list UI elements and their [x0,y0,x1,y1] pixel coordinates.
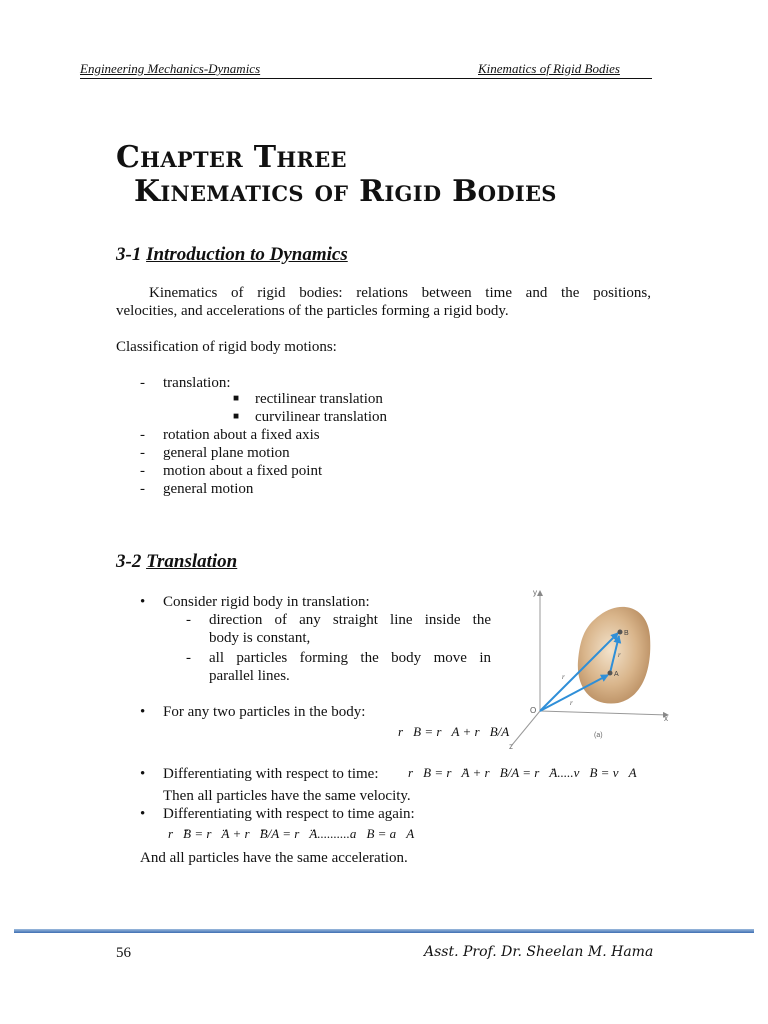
list-dash: - [140,375,145,391]
x-axis-label: x [664,714,668,723]
list-dash: - [140,427,145,443]
section-title: Introduction to Dynamics [146,244,348,265]
equation-acceleration: r⃗̈B = r⃗̈A + r⃗̈B/A = r⃗̈A..........a⃗B = a⃗A [168,826,415,841]
point-a [608,671,613,676]
z-axis [512,711,540,745]
bullet-icon: • [140,766,146,782]
vector-rba-label: r [618,651,621,659]
sub-item-line: all particles forming the body move in [209,650,491,666]
point-b-label: B [624,630,629,637]
point-b [618,630,623,635]
vector-ra-label: r [570,699,573,707]
rigid-body-translation-figure [500,585,672,750]
bullet-text: Consider rigid body in translation: [163,594,370,610]
z-axis-label: z [509,742,513,750]
list-dash: - [140,481,145,497]
section-title: Translation [146,551,238,572]
vector-rb-label: r [562,673,565,681]
sub-item-line: direction of any straight line inside the [209,612,491,628]
header-right: Kinematics of Rigid Bodies [478,61,620,76]
bullet-text: For any two particles in the body: [163,704,366,720]
section-number: 3-2 [116,551,142,572]
bullet-icon: • [140,806,146,822]
equation-velocity: r⃗̇B = r⃗̇A + r⃗̇B/A = r⃗̇A.....v⃗B = v⃗A [408,765,637,780]
bullet-icon: • [140,704,146,720]
list-dash: - [186,650,191,666]
velocity-conclusion: Then all particles have the same velocity. [163,788,411,804]
acceleration-conclusion: And all particles have the same acceleration. [140,850,408,866]
list-item: rotation about a fixed axis [163,427,320,443]
classification-label: Classification of rigid body motions: [116,339,337,355]
equation-position: r⃗B = r⃗A + r⃗B/A [398,724,510,739]
list-item: general motion [163,481,254,497]
list-subitem: rectilinear translation [255,391,383,407]
y-axis-label: y [533,588,537,597]
list-subitem: curvilinear translation [255,409,388,425]
intro-para-line1: Kinematics of rigid bodies: relations between time and the positions, [149,285,651,301]
header-left: Engineering Mechanics-Dynamics [80,61,261,76]
figure-caption: (a) [594,732,603,739]
list-item: motion about a fixed point [163,463,323,479]
header-rule [80,78,652,79]
list-dash: - [140,445,145,461]
page-number: 56 [116,945,131,961]
sub-item-line: parallel lines. [209,668,290,684]
list-dash: - [186,612,191,628]
section-heading-3-2 [116,551,237,573]
author-signature: Asst. Prof. Dr. Sheelan M. Hama [424,944,654,960]
list-item: general plane motion [163,445,290,461]
square-bullet-icon: ■ [233,393,240,404]
list-dash: - [140,463,145,479]
list-item: translation: [163,375,231,391]
section-heading-3-1 [116,244,348,266]
sub-item-line: body is constant, [209,630,311,646]
footer-bar [14,929,754,933]
chapter-title-line2: Kinematics of Rigid Bodies [134,174,557,209]
x-axis [540,711,668,715]
intro-para-line2: velocities, and accelerations of the particles forming a rigid body. [116,303,509,319]
chapter-title-line1: Chapter Three [116,140,347,175]
section-number: 3-1 [116,244,142,265]
origin-label: O [530,706,537,715]
square-bullet-icon: ■ [233,411,240,422]
point-a-label: A [614,671,619,678]
bullet-text: Differentiating with respect to time again: [163,806,415,822]
bullet-text: Differentiating with respect to time: [163,766,379,782]
bullet-icon: • [140,594,146,610]
